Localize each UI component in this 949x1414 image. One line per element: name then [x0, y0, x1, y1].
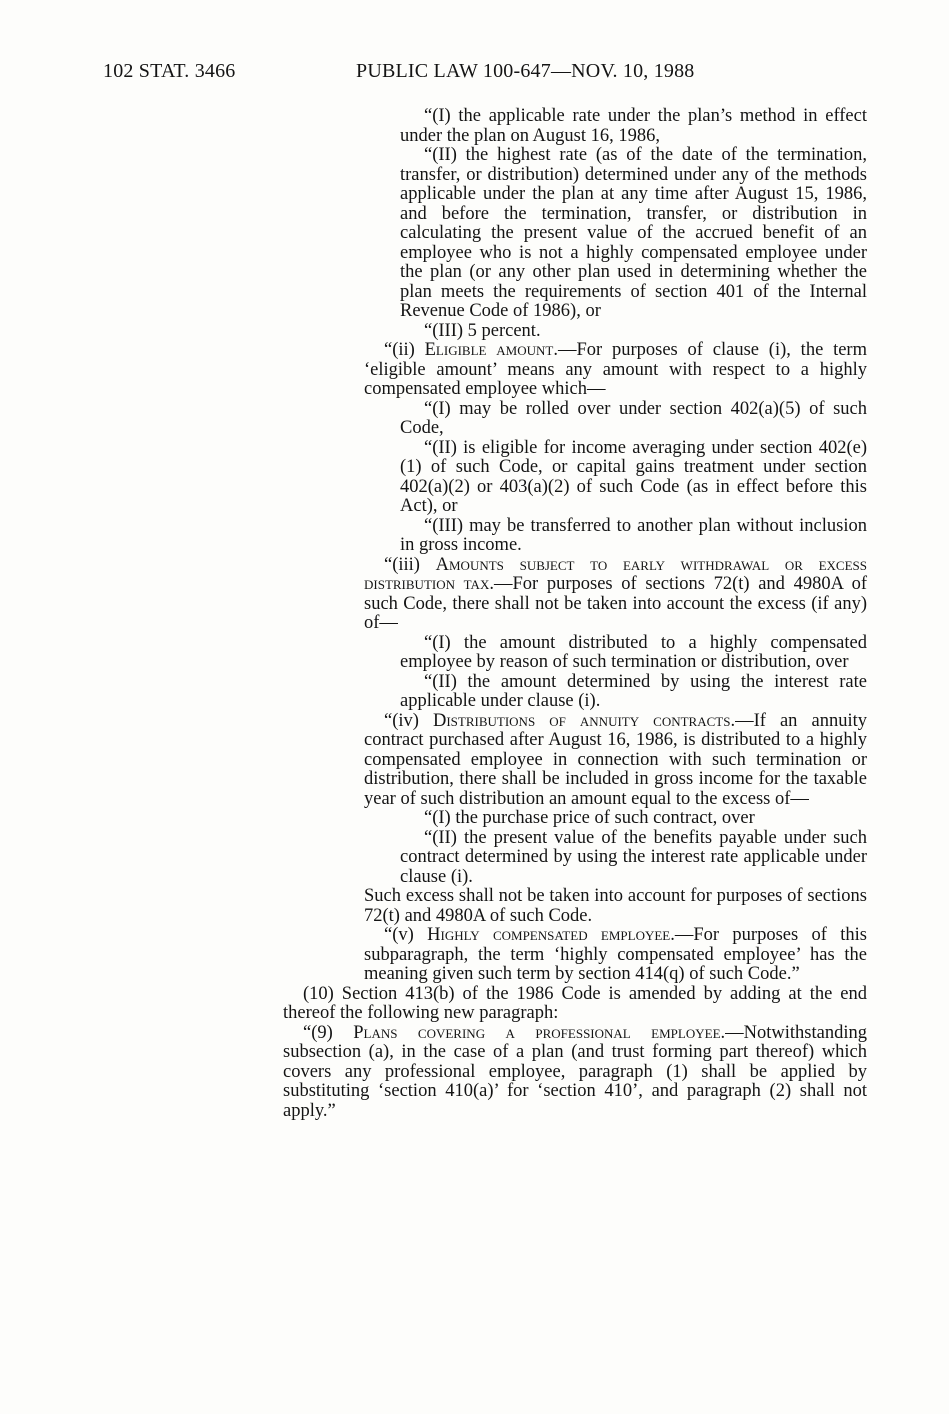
clause-iv-flush: Such excess shall not be taken into account for purposes of sections 72(t) and 4980A of such Code.: [364, 886, 867, 926]
paragraph-9-heading: Plans covering a professional employee: [353, 1022, 721, 1043]
document-body: [283, 107, 867, 1121]
paragraph-9: [283, 1024, 867, 1122]
subclause-i-I: “(I) the applicable rate under the plan’s method in effect under the plan on August 16, 1986,: [400, 106, 867, 146]
subclause-ii-III: “(III) may be transferred to another plan without inclusion in gross income.: [400, 515, 867, 555]
statute-page-number: 102 STAT. 3466: [103, 60, 236, 82]
clause-ii-num: “(ii): [384, 340, 425, 360]
clause-v-heading: Highly compensated employee: [427, 925, 671, 945]
subclause-iii-I: “(I) the amount distributed to a highly compensated employee by reason of such termination or distribution, over: [400, 632, 867, 672]
subclause-ii-II: “(II) is eligible for income averaging under section 402(e)(1) of such Code, or capital gains treatment under section 402(a)(2) or 403(a)(2) of such Code (as in effect before this Act), or: [400, 437, 867, 516]
subclause-i-III: “(III) 5 percent.: [424, 320, 541, 341]
subclause-iii-II: “(II) the amount determined by using the interest rate applicable under clause (i).: [400, 671, 867, 711]
clause-iv-text: .—If an annuity contract purchased after August 16, 1986, is distributed to a highly compensated employee in connection with such termination or distribution, there shall be included in gross income for the taxable year of such distribution an amount equal to the excess of—: [364, 710, 867, 809]
clause-iv-heading: Distributions of annuity contracts: [432, 710, 731, 731]
clause-ii: [364, 341, 867, 400]
subclause-iv-II: “(II) the present value of the benefits payable under such contract determined by using the interest rate applicable under clause (i).: [400, 827, 867, 887]
clause-iii-text: .—For purposes of sections 72(t) and 4980A of such Code, there shall not be taken into account the excess (if any) of—: [364, 574, 868, 633]
clause-iii: [364, 556, 867, 634]
subclause-i-II: “(II) the highest rate (as of the date of the termination, transfer, or distribution) determined under any of the methods applicable under the plan at any time after August 15, 1986, and before the termination, transfer, or distribution in calculating the present value of the accrued benefit of an employee who is not a highly compensated employee under the plan (or any other plan used in determining whether the plan meets the requirements of section 401 of the Internal Revenue Code of 1986), or: [400, 145, 867, 321]
clause-iv: [364, 712, 867, 810]
subclause-ii-I: “(I) may be rolled over under section 402(a)(5) of such Code,: [400, 398, 867, 438]
paragraph-9-num: “(9): [303, 1022, 354, 1043]
paragraph-9-text: .—Notwithstanding subsection (a), in the case of a plan (and trust forming part thereof) which covers any professional employee, paragraph (1) shall be applied by substituting ‘section 410(a)’ for ‘section 410’, and paragraph (2) shall not apply.”: [283, 1022, 867, 1121]
clause-v-text: .—For purposes of this subparagraph, the term ‘highly compensated employee’ has the meaning given such term by section 414(q) of such Code.”: [364, 925, 867, 984]
clause-iii-heading: Amounts subject to early withdrawal or excess distribution tax: [364, 554, 867, 594]
clause-v: [364, 926, 867, 985]
clause-ii-heading: Eligible amount: [424, 340, 554, 360]
running-header: PUBLIC LAW 100-647—NOV. 10, 1988: [356, 60, 695, 82]
paragraph-10: (10) Section 413(b) of the 1986 Code is amended by adding at the end thereof the following new paragraph:: [283, 983, 867, 1023]
clause-ii-text: .—For purposes of clause (i), the term ‘eligible amount’ means any amount with respect to a highly compensated employee which—: [364, 340, 867, 399]
clause-v-num: “(v): [384, 925, 428, 945]
clause-iv-num: “(iv): [384, 710, 433, 731]
clause-iii-num: “(iii): [384, 554, 436, 575]
subclause-iv-I: “(I) the purchase price of such contract, over: [424, 808, 755, 828]
